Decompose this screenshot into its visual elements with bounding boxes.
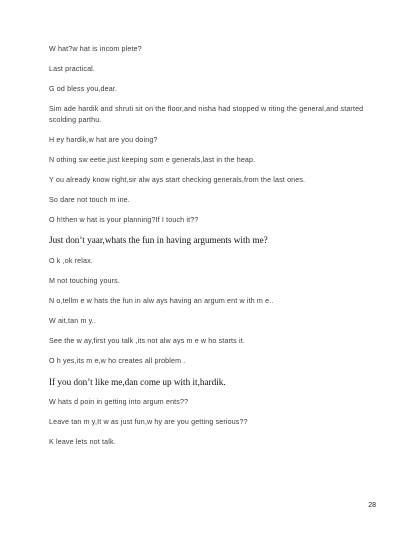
dialogue-line: N othing sw eetie,just keeping som e generals,last in the heap. [49,155,256,164]
dialogue-line: W hat?w hat is incom plete? [49,45,142,53]
dialogue-line: G od bless you,dear. [49,85,118,94]
dialogue-line: Last practical. [49,65,96,74]
dialogue-line: O h!then w hat is your planning?If I touch it?? [49,216,199,225]
dialogue-line: H ey hardik,w hat are you doing? [49,135,158,144]
dialogue-line: So dare not touch m ine. [49,196,130,205]
dialogue-line: See the w ay,first you talk ,its not alw ays m e w ho starts it. [49,337,245,346]
dialogue-line: Just don’t yaar,whats the fun in having arguments with me? [49,235,268,246]
dialogue-line: W hats d poin in getting into argum ents?? [49,398,189,407]
dialogue-line: O h yes,its m e,w ho creates all problem . [49,357,186,366]
dialogue-line: Y ou already know right,sir alw ays start checking generals,from the last ones. [49,176,306,185]
dialogue-text [49,44,389,457]
dialogue-line: K leave lets not talk. [49,438,116,447]
dialogue-line: Leave tan m y,It w as just fun,w hy are you getting serious?? [49,418,248,427]
dialogue-line: O k ,ok relax. [49,256,93,265]
page-number: 28 [368,502,376,509]
dialogue-line: If you don’t like me,dan come up with it,hardik. [49,376,226,387]
dialogue-line: M not touching yours. [49,277,120,286]
dialogue-line: W ait,tan m y.. [49,317,97,326]
dialogue-line: Sim ade hardik and shruti sit on the floor,and nisha had stopped w riting the general,and started scolding parthu. [49,105,364,124]
dialogue-line: N o,tellm e w hats the fun in alw ays having an argum ent w ith m e.. [49,297,274,306]
